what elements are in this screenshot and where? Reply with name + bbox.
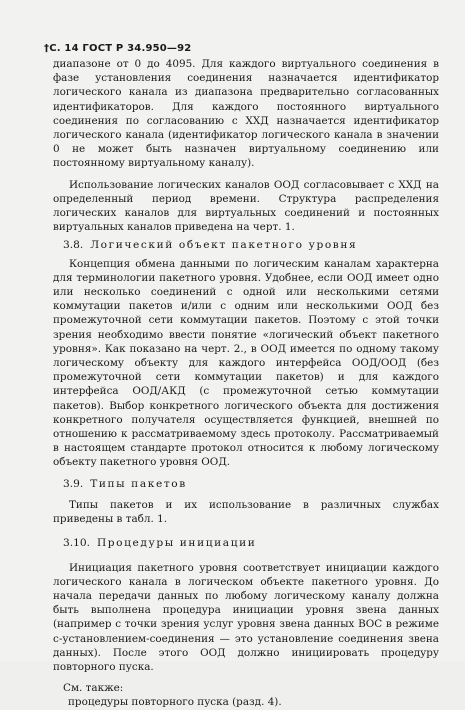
paragraph-packet-types: Типы пакетов и их использование в различных службах приведены в табл. 1. <box>53 498 439 526</box>
paragraph-logical-channel-range: диапазоне от 0 до 4095. Для каждого виртуального соединения в фазе установления соединения назначается идентификатор логического канала из диапазона предварительно согласованных идентификаторов. Для каждого постоянного виртуального соединения по согласованию с ХХД назначается идентификатор логического канала (идентификатор логического канала в значении 0 не может быть назначен виртуальному соединению или постоянному виртуальному каналу). <box>53 58 439 170</box>
section-title: Процедуры инициации <box>96 537 257 550</box>
section-heading-3-10 <box>53 536 439 550</box>
section-number: 3.10. <box>63 537 90 550</box>
section-number: 3.8. <box>63 239 84 252</box>
page-header: †С. 14 ГОСТ Р 34.950—92 <box>44 43 192 54</box>
section-heading-3-8 <box>53 238 439 252</box>
paragraph-packet-layer-entity: Концепция обмена данными по логическим каналам характерна для терминологии пакетного уровня. Удобнее, если ООД имеет одно или несколько соединений с одной или несколькими сетями коммутации пакетов и/или с одним или несколькими ООД без промежуточной сети коммутации пакетов. Поэтому с этой точки зрения необходимо ввести понятие «логический объект пакетного уровня». Как показано на черт. 2., в ООД имеется по одному такому логическому объекту для каждого интерфейса ООД/ООД (без промежуточной сети коммутации пакетов) и для каждого интерфейса ООД/АКД (с промежуточной сетью коммутации пакетов). Выбор конкретного логического объекта для достижения конкретного получателя осуществляется функцией, внешней по отношению к рассматриваемому здесь протоколу. Рассматриваемый в настоящем стандарте протокол относится к любому логическому объекту пакетного уровня ООД. <box>53 257 439 469</box>
paragraph-logical-channel-usage: Использование логических каналов ООД согласовывает с ХХД на определенный период времени. Структура распределения логических каналов для виртуальных соединений и постоянных виртуальных каналов приведена на черт. 1. <box>53 178 439 234</box>
section-heading-3-9 <box>53 477 439 491</box>
section-title: Типы пакетов <box>90 477 187 490</box>
section-title: Логический объект пакетного уровня <box>90 239 358 252</box>
see-also-reference: процедуры повторного пуска (разд. 4). <box>68 696 282 709</box>
section-number: 3.9. <box>63 477 84 490</box>
see-also-label: См. также: <box>63 682 124 695</box>
page-body <box>53 57 439 710</box>
paragraph-initiation: Инициация пакетного уровня соответствует инициации каждого логического канала в логическом объекте пакетного уровня. До начала передачи данных по любому логическому каналу должна быть выполнена процедура инициации уровня звена данных (например с точки зрения услуг уровня звена данных ВОС в режиме с-установлением-соединения — это установление соединения звена данных). После этого ООД должно инициировать процедуру повторного пуска. <box>53 561 439 673</box>
